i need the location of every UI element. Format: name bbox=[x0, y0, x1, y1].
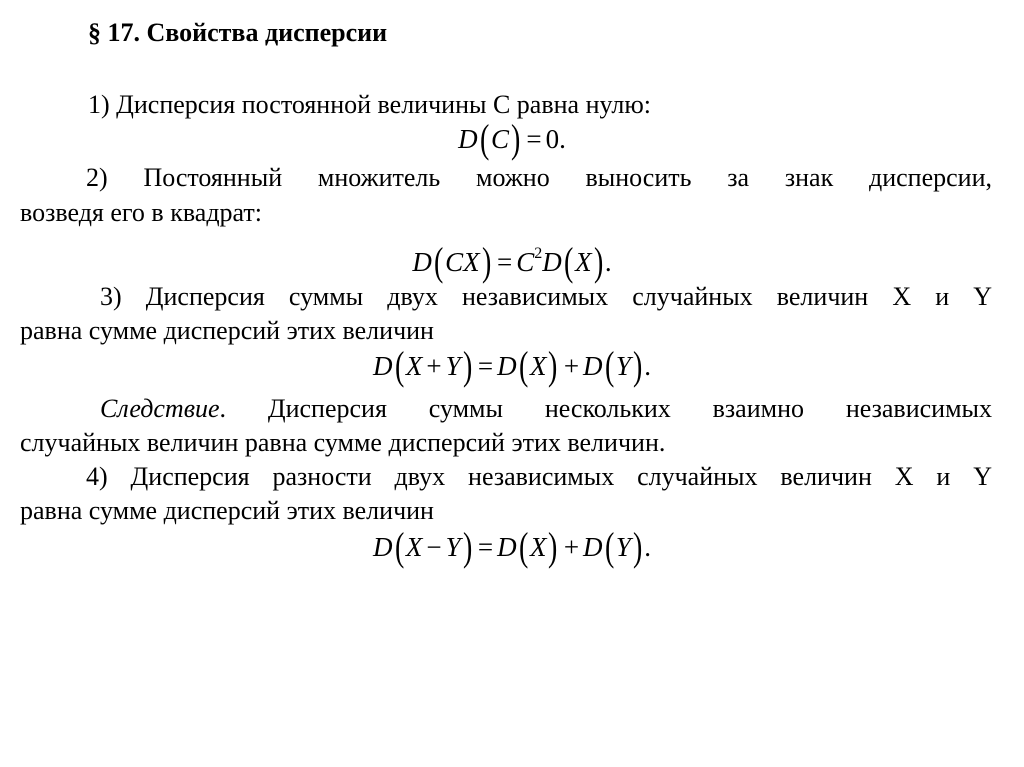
formula-1 bbox=[0, 116, 1024, 161]
left-paren: ( bbox=[394, 524, 404, 569]
formula-symbol: X bbox=[405, 351, 423, 381]
formula-dot: . bbox=[644, 532, 651, 562]
left-paren: ( bbox=[518, 524, 528, 569]
formula-operator: + bbox=[426, 351, 442, 381]
formula-symbol: X bbox=[575, 247, 592, 277]
corollary-text: . Дисперсия суммы нескольких взаимно независимых bbox=[219, 394, 992, 423]
formula-symbol: Y bbox=[445, 351, 461, 381]
right-paren: ) bbox=[481, 239, 492, 284]
corollary-line-2: случайных величин равна сумме дисперсий этих величин. bbox=[20, 428, 666, 457]
formula-symbol: D bbox=[373, 351, 393, 381]
formula-2 bbox=[0, 237, 1024, 284]
right-paren: ) bbox=[593, 239, 603, 284]
formula-dot: . bbox=[559, 124, 566, 154]
formula-symbol: D bbox=[373, 532, 393, 562]
right-paren: ) bbox=[462, 524, 472, 569]
formula-symbol: C bbox=[491, 124, 510, 154]
formula-value: 0 bbox=[545, 124, 560, 154]
property-3-line-2: равна сумме дисперсий этих величин bbox=[20, 316, 434, 345]
formula-symbol: CX bbox=[445, 247, 480, 277]
formula-symbol: Y bbox=[615, 351, 631, 381]
formula-symbol: D bbox=[542, 247, 562, 277]
right-paren: ) bbox=[632, 343, 643, 388]
formula-operator: = bbox=[497, 247, 513, 277]
formula-symbol: Y bbox=[615, 532, 631, 562]
formula-symbol: D bbox=[458, 124, 478, 154]
left-paren: ( bbox=[479, 116, 490, 161]
formula-operator: = bbox=[477, 351, 494, 381]
right-paren: ) bbox=[511, 116, 521, 161]
formula-operator: = bbox=[526, 124, 542, 154]
formula-symbol: D bbox=[412, 247, 432, 277]
formula-4 bbox=[0, 524, 1024, 569]
corollary-label: Следствие bbox=[100, 394, 220, 423]
left-paren: ( bbox=[394, 343, 404, 388]
formula-operator: = bbox=[477, 532, 494, 562]
left-paren: ( bbox=[433, 239, 444, 284]
corollary-line-1 bbox=[20, 394, 992, 424]
formula-dot: . bbox=[604, 247, 612, 277]
formula-exponent: 2 bbox=[534, 245, 543, 262]
section-title: § 17. Свойства дисперсии bbox=[88, 18, 388, 47]
formula-symbol: Y bbox=[445, 532, 461, 562]
formula-symbol: D bbox=[497, 532, 517, 562]
right-paren: ) bbox=[548, 343, 558, 388]
formula-symbol: X bbox=[405, 532, 423, 562]
formula-symbol: C bbox=[516, 247, 535, 277]
right-paren: ) bbox=[632, 524, 643, 569]
formula-operator: + bbox=[563, 532, 580, 562]
formula-symbol: D bbox=[497, 351, 517, 381]
formula-operator: + bbox=[563, 351, 580, 381]
left-paren: ( bbox=[604, 343, 614, 388]
left-paren: ( bbox=[563, 239, 574, 284]
formula-dot: . bbox=[644, 351, 651, 381]
formula-symbol: X bbox=[529, 351, 547, 381]
formula-symbol: D bbox=[583, 532, 603, 562]
property-1-text: 1) Дисперсия постоянной величины C равна нулю: bbox=[88, 90, 651, 119]
left-paren: ( bbox=[518, 343, 528, 388]
property-4-line-1: 4) Дисперсия разности двух независимых случайных величин X и Y bbox=[86, 462, 992, 491]
property-3-line-1: 3) Дисперсия суммы двух независимых случайных величин X и Y bbox=[100, 282, 992, 311]
left-paren: ( bbox=[604, 524, 614, 569]
property-2-line-2: возведя его в квадрат: bbox=[20, 198, 262, 227]
formula-symbol: D bbox=[583, 351, 603, 381]
property-4-line-2: равна сумме дисперсий этих величин bbox=[20, 496, 434, 525]
right-paren: ) bbox=[548, 524, 558, 569]
right-paren: ) bbox=[462, 343, 472, 388]
formula-3 bbox=[0, 343, 1024, 388]
formula-operator: − bbox=[426, 532, 442, 562]
formula-symbol: X bbox=[529, 532, 547, 562]
property-2-line-1: 2) Постоянный множитель можно выносить за знак дисперсии, bbox=[86, 163, 992, 192]
